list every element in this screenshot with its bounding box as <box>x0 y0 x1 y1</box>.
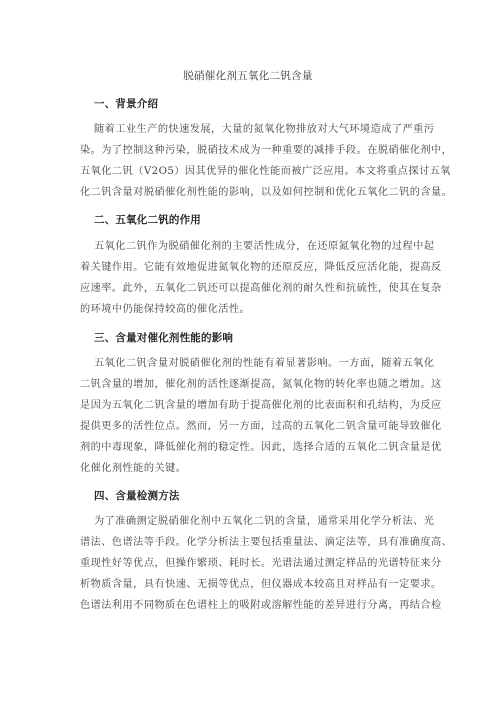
section-heading-role: 二、五氧化二钒的作用 <box>94 214 201 226</box>
document-title: 脱硝催化剂五氧化二钒含量 <box>183 70 313 82</box>
paragraph-line: 是因为五氧化二钒含量的增加有助于提高催化剂的比表面积和孔结构，为反应 <box>80 400 442 411</box>
paragraph-line: 重现性好等优点，但操作繁琐、耗时长。光谱法通过测定样品的光谱特征来分 <box>80 558 442 569</box>
paragraph-line: 提供更多的活性位点。然而，另一方面，过高的五氧化二钒含量可能导致催化 <box>80 421 442 432</box>
paragraph-line: 化催化剂性能的关键。 <box>80 463 187 474</box>
paragraph-line: 五氧化二钒（V2O5）因其优异的催化性能而被广泛应用。本文将重点探讨五氧 <box>80 166 451 177</box>
paragraph-line: 染。为了控制这种污染，脱硝技术成为一种重要的减排手段。在脱硝催化剂中， <box>80 145 453 156</box>
paragraph-line: 应速率。此外，五氧化二钒还可以提高催化剂的耐久性和抗硫性，使其在复杂 <box>80 283 442 294</box>
paragraph-line: 五氧化二钒含量对脱硝催化剂的性能有着显著影响。一方面，随着五氧化 <box>94 358 435 369</box>
paragraph-line: 着关键作用。它能有效地促进氮氧化物的还原反应，降低反应活化能，提高反 <box>80 262 442 273</box>
paragraph-line: 为了准确测定脱硝催化剂中五氧化二钒的含量，通常采用化学分析法、光 <box>94 516 435 527</box>
paragraph-line: 的环境中仍能保持较高的催化活性。 <box>80 304 251 315</box>
paragraph-line: 随着工业生产的快速发展，大量的氮氧化物排放对大气环境造成了严重污 <box>94 124 435 135</box>
section-heading-influence: 三、含量对催化剂性能的影响 <box>94 332 234 344</box>
paragraph-line: 化二钒含量对脱硝催化剂性能的影响，以及如何控制和优化五氧化二钒的含量。 <box>80 187 453 198</box>
paragraph-line: 剂的中毒现象，降低催化剂的稳定性。因此，选择合适的五氧化二钒含量是优 <box>80 442 442 453</box>
paragraph-line: 五氧化二钒作为脱硝催化剂的主要活性成分，在还原氮氧化物的过程中起 <box>94 241 435 252</box>
paragraph-line: 色谱法利用不同物质在色谱柱上的吸附或溶解性能的差异进行分离，再结合检 <box>80 600 442 611</box>
section-heading-background: 一、背景介绍 <box>94 98 159 110</box>
section-heading-detection: 四、含量检测方法 <box>94 490 180 502</box>
paragraph-line: 析物质含量，具有快速、无损等优点，但仪器成本较高且对样品有一定要求。 <box>80 579 442 590</box>
paragraph-line: 二钒含量的增加，催化剂的活性逐渐提高，氮氧化物的转化率也随之增加。这 <box>80 379 442 390</box>
paragraph-line: 谱法、色谱法等手段。化学分析法主要包括重量法、滴定法等，具有准确度高、 <box>80 537 453 548</box>
